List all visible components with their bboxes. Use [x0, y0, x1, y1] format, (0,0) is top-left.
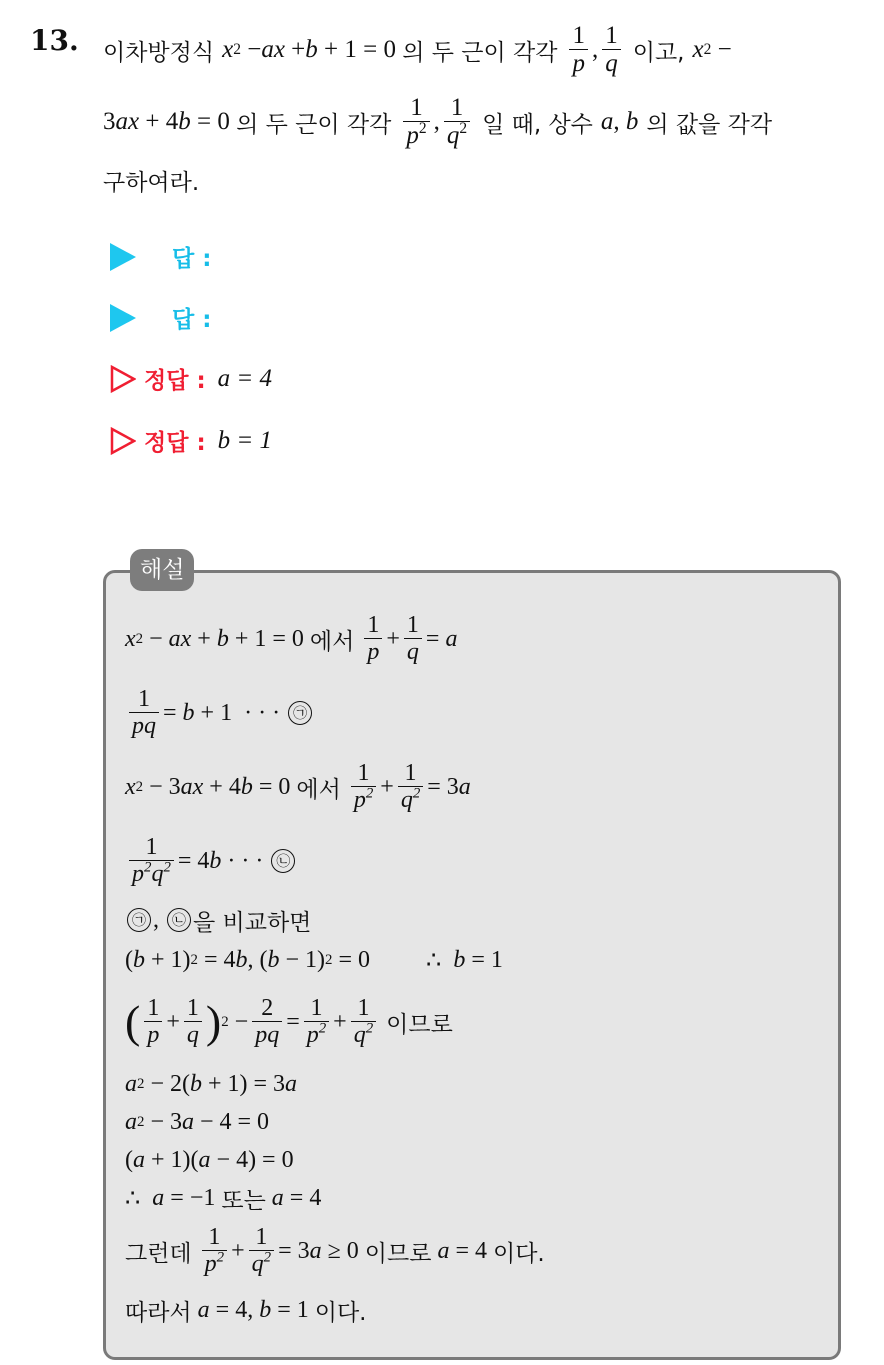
- solution-text: 에서: [296, 776, 341, 803]
- solution-line-10: ( a + 1)( a − 4) = 0: [125, 1146, 294, 1173]
- solution-text: 을 비교하면: [193, 909, 312, 936]
- problem-text: 의 두 근이 각각: [236, 111, 392, 138]
- solution-line-4: $\frac{1}{p^2q^2}$ = 4 b · · · ㉡: [125, 830, 297, 892]
- problem-text: 일 때, 상수: [482, 111, 593, 138]
- solution-line-11: ∴ a = −1 또는 a = 4: [125, 1180, 321, 1216]
- marker-nieun: ㉡: [167, 908, 191, 932]
- answer-label: 답 :: [172, 246, 212, 272]
- fraction: $\frac{1}{q}$: [602, 23, 621, 78]
- solution-line-9: a 2 − 3 a − 4 = 0: [125, 1108, 270, 1135]
- problem-line-1: 이차방정식 x 2 − ax + b + 1 = 0 의 두 근이 각각 $\frac{1}{p}$ , $\frac{1}{q}$ 이고, x 2 −: [103, 21, 732, 77]
- solution-line-7: ( $\frac{1}{p}$ + $\frac{1}{q}$ ) 2 − $\frac{2}{pq}$ = $\frac{1}{p^2}$ + $\frac{1}{q^2}$ 이므로: [125, 994, 453, 1048]
- correct-answer-row-2: [110, 424, 272, 457]
- correct-answer-row-1: [110, 362, 272, 395]
- problem-text: 의 값을 각각: [646, 111, 773, 138]
- solution-tab: 해설: [130, 549, 194, 591]
- answer-label: 답 :: [172, 307, 212, 333]
- filled-triangle-icon: [110, 304, 136, 332]
- problem-line-3: [103, 160, 199, 200]
- solution-line-1: x 2 − ax + b + 1 = 0 에서 $\frac{1}{p}$ + $\frac{1}{q}$ = a: [125, 611, 458, 665]
- question-number: 13.: [30, 24, 79, 57]
- solution-text: 이므로: [386, 1011, 453, 1038]
- marker-nieun: ㉡: [271, 849, 295, 873]
- answer-row-2: [110, 301, 211, 334]
- fraction: $\frac{1}{p^2}$: [403, 95, 429, 150]
- marker-giyeok: ㉠: [288, 701, 312, 725]
- solution-line-8: a 2 − 2( b + 1) = 3 a: [125, 1070, 298, 1097]
- fraction: $\frac{1}{q^2}$: [444, 95, 470, 150]
- filled-triangle-icon: [110, 243, 136, 271]
- solution-text: 이다.: [493, 1240, 545, 1267]
- fraction: $\frac{1}{p}$: [569, 23, 588, 78]
- correct-answer-label: 정답 :: [144, 430, 206, 456]
- problem-line-2: 3 ax + 4 b = 0 의 두 근이 각각 $\frac{1}{p^2}$ , $\frac{1}{q^2}$ 일 때, 상수 a , b 의 값을 각각: [103, 93, 773, 149]
- marker-giyeok: ㉠: [127, 908, 151, 932]
- solution-text: 이므로: [364, 1240, 432, 1267]
- solution-text: 이다.: [314, 1299, 367, 1326]
- solution-line-2: $\frac{1}{pq}$ = b + 1 · · · ㉠: [125, 682, 314, 744]
- answer-row-1: [110, 240, 211, 273]
- problem-text: 이차방정식: [103, 39, 215, 66]
- correct-answer-label: 정답 :: [144, 368, 206, 394]
- problem-text: 의 두 근이 각각: [402, 39, 558, 66]
- problem-text: 이고,: [632, 39, 685, 66]
- outline-triangle-icon: [110, 427, 136, 455]
- solution-text: 따라서: [125, 1299, 192, 1326]
- outline-triangle-icon: [110, 365, 136, 393]
- solution-text: 에서: [309, 628, 355, 655]
- correct-answer-value: a = 4: [217, 364, 273, 392]
- solution-line-6: ( b + 1) 2 = 4 b , ( b − 1) 2 = 0 ∴ b = 1: [125, 946, 503, 974]
- solution-line-13: 따라서 a = 4, b = 1 이다.: [125, 1292, 367, 1328]
- correct-answer-value: b = 1: [217, 426, 273, 454]
- solution-line-12: 그런데 $\frac{1}{p^2}$ + $\frac{1}{q^2}$ = 3 a ≥ 0 이므로 a = 4 이다.: [125, 1223, 545, 1277]
- solution-line-5: ㉠ , ㉡ 을 비교하면: [125, 902, 311, 938]
- solution-text: 그런데: [125, 1240, 192, 1267]
- problem-text: 구하여라.: [103, 169, 200, 196]
- solution-line-3: x 2 − 3 ax + 4 b = 0 에서 $\frac{1}{p^2}$ + $\frac{1}{q^2}$ = 3 a: [125, 759, 471, 813]
- solution-text: 또는: [221, 1187, 266, 1214]
